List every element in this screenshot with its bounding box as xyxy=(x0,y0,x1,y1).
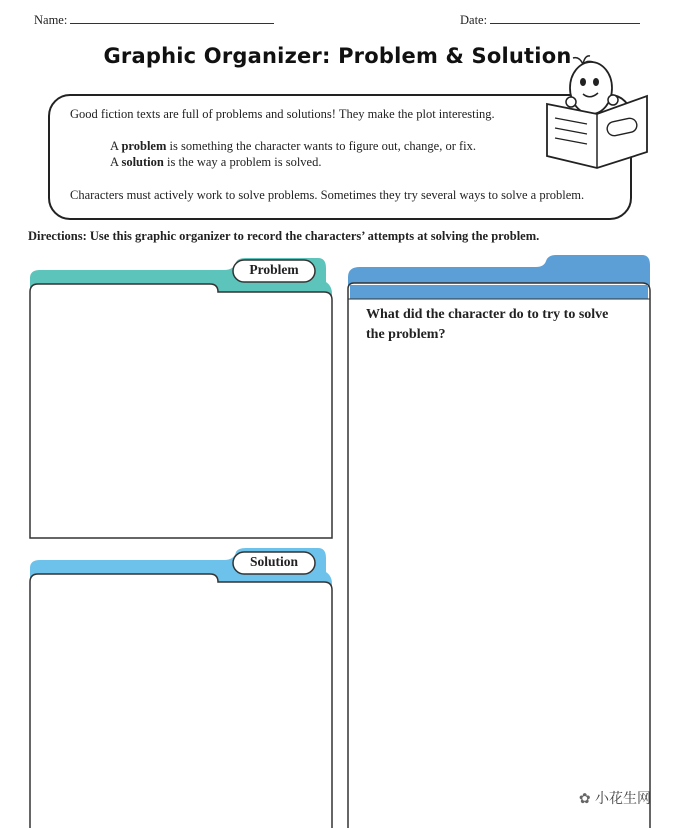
intro-line-4: Characters must actively work to solve problems. Sometimes they try several ways to solve a problem. xyxy=(70,188,585,202)
problem-panel[interactable] xyxy=(28,258,334,540)
watermark xyxy=(579,788,651,808)
solution-folder-shape xyxy=(28,548,334,828)
solution-label: Solution xyxy=(249,554,299,569)
problem-folder-shape xyxy=(28,258,334,540)
solution-panel[interactable] xyxy=(28,548,334,828)
solution-term: solution xyxy=(121,155,164,169)
attempts-question-line-2: the problem? xyxy=(366,327,446,342)
directions: Directions: Use this graphic organizer to record the characters’ attempts at solving the problem. xyxy=(28,229,540,243)
problem-label: Problem xyxy=(249,262,299,277)
attempts-panel[interactable] xyxy=(346,255,652,828)
intro-line-1: Good fiction texts are full of problems and solutions! They make the plot interesting. xyxy=(70,107,495,121)
name-label: Name: xyxy=(34,13,68,27)
watermark-logo-icon: ✿ xyxy=(578,791,595,807)
intro-solution-definition: A solution is the way a problem is solved. xyxy=(110,155,322,169)
attempts-question-line-1: What did the character do to try to solve xyxy=(366,307,609,322)
watermark-text: 小花生网 xyxy=(595,791,651,807)
page-title: Graphic Organizer: Problem & Solution xyxy=(103,44,572,68)
intro-problem-definition: A problem is something the character wants to figure out, change, or fix. xyxy=(110,139,477,153)
date-line[interactable] xyxy=(490,12,640,24)
name-field[interactable] xyxy=(34,12,274,28)
egg-reading-book-illustration xyxy=(543,52,653,170)
problem-term: problem xyxy=(121,139,167,153)
attempts-question xyxy=(366,305,646,345)
date-field[interactable] xyxy=(460,12,640,28)
date-label: Date: xyxy=(460,13,488,27)
name-line[interactable] xyxy=(70,12,274,24)
